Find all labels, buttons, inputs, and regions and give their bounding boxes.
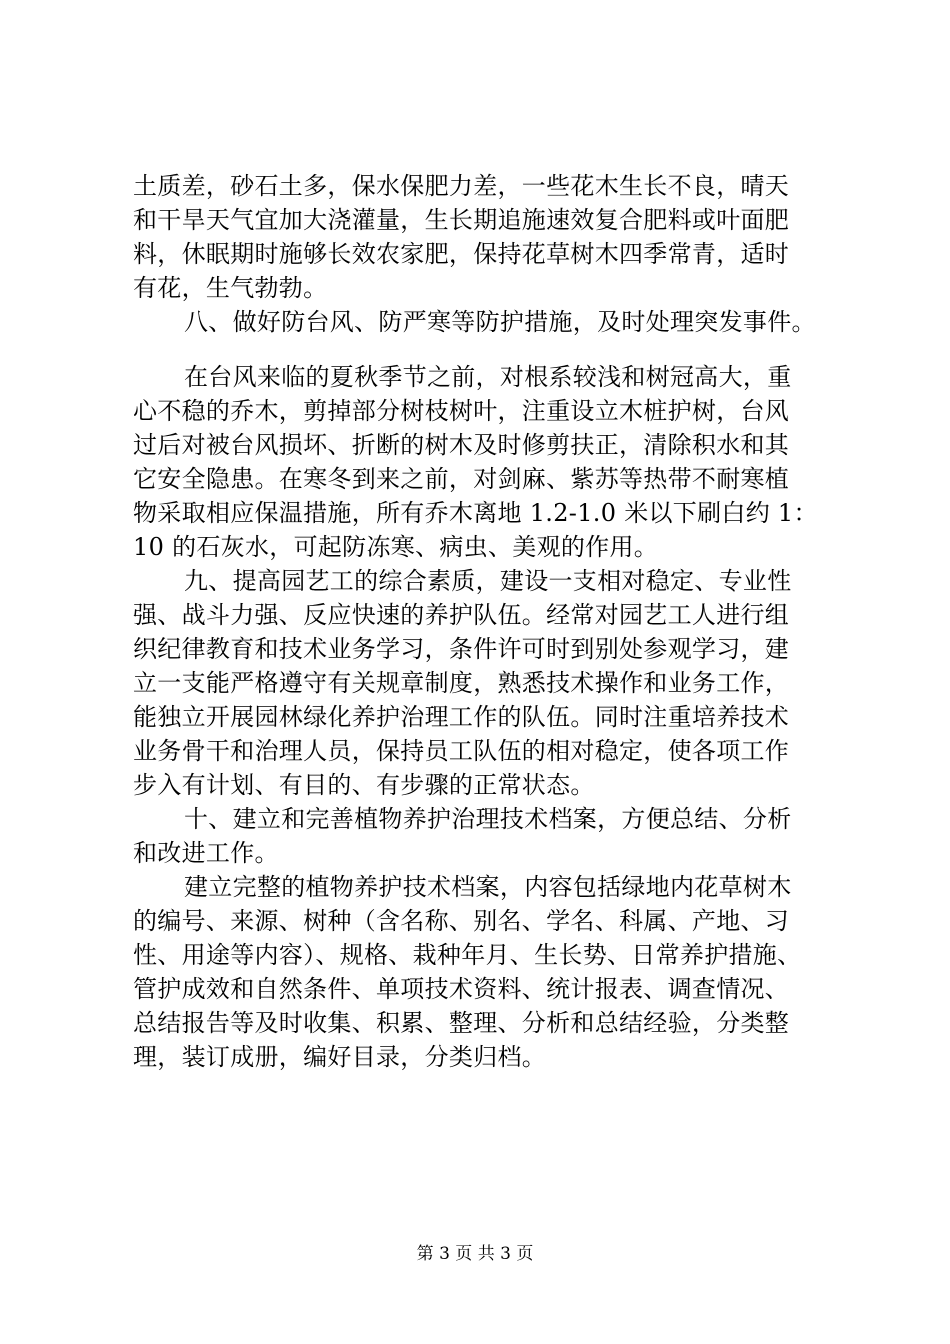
page-number-footer: 第 3 页 共 3 页 [416, 1244, 534, 1264]
text-line: 10 的石灰水，可起防冻寒、病虫、美观的作用。 [133, 533, 659, 561]
section-heading-10: 十、建立和完善植物养护治理技术档案，方便总结、分析 [184, 805, 792, 833]
text-line: 总结报告等及时收集、积累、整理、分析和总结经验，分类整 [133, 1009, 790, 1037]
text-line: 理，装订成册，编好目录，分类归档。 [133, 1043, 547, 1071]
text-line: 它安全隐患。在寒冬到来之前，对剑麻、紫苏等热带不耐寒植 [133, 465, 790, 493]
text-line: 织纪律教育和技术业务学习，条件许可时到别处参观学习，建 [133, 635, 790, 663]
text-line: 建立完整的植物养护技术档案，内容包括绿地内花草树木 [184, 873, 792, 901]
text-line: 在台风来临的夏秋季节之前，对根系较浅和树冠高大，重 [184, 363, 792, 391]
text-line: 性、用途等内容）、规格、栽种年月、生长势、日常养护措施、 [133, 941, 802, 969]
text-line: 物采取相应保温措施，所有乔木离地 1.2-1.0 米以下刷白约 1： [133, 499, 818, 527]
section-heading-9: 九、提高园艺工的综合素质，建设一支相对稳定、专业性 [184, 567, 792, 595]
section-heading-8: 八、做好防台风、防严寒等防护措施，及时处理突发事件。 [184, 308, 816, 336]
text-line: 和干旱天气宜加大浇灌量，生长期追施速效复合肥料或叶面肥 [133, 206, 790, 234]
text-line: 业务骨干和治理人员，保持员工队伍的相对稳定，使各项工作 [133, 737, 790, 765]
text-line: 土质差，砂石土多，保水保肥力差，一些花木生长不良，晴天 [133, 172, 790, 200]
text-line: 心不稳的乔木，剪掉部分树枝树叶，注重设立木桩护树，台风 [133, 397, 790, 425]
text-line: 和改进工作。 [133, 839, 279, 867]
text-line: 过后对被台风损坏、折断的树木及时修剪扶正，清除积水和其 [133, 431, 790, 459]
text-line: 的编号、来源、树种（含名称、别名、学名、科属、产地、习 [133, 907, 790, 935]
text-line: 能独立开展园林绿化养护治理工作的队伍。同时注重培养技术 [133, 703, 790, 731]
text-line: 步入有计划、有目的、有步骤的正常状态。 [133, 771, 595, 799]
text-line: 料，休眠期时施够长效农家肥，保持花草树木四季常青，适时 [133, 240, 790, 268]
text-line: 管护成效和自然条件、单项技术资料、统计报表、调查情况、 [133, 975, 790, 1003]
text-line: 立一支能严格遵守有关规章制度，熟悉技术操作和业务工作， [133, 669, 790, 697]
text-line: 强、战斗力强、反应快速的养护队伍。经常对园艺工人进行组 [133, 601, 790, 629]
text-line: 有花，生气勃勃。 [133, 274, 328, 302]
